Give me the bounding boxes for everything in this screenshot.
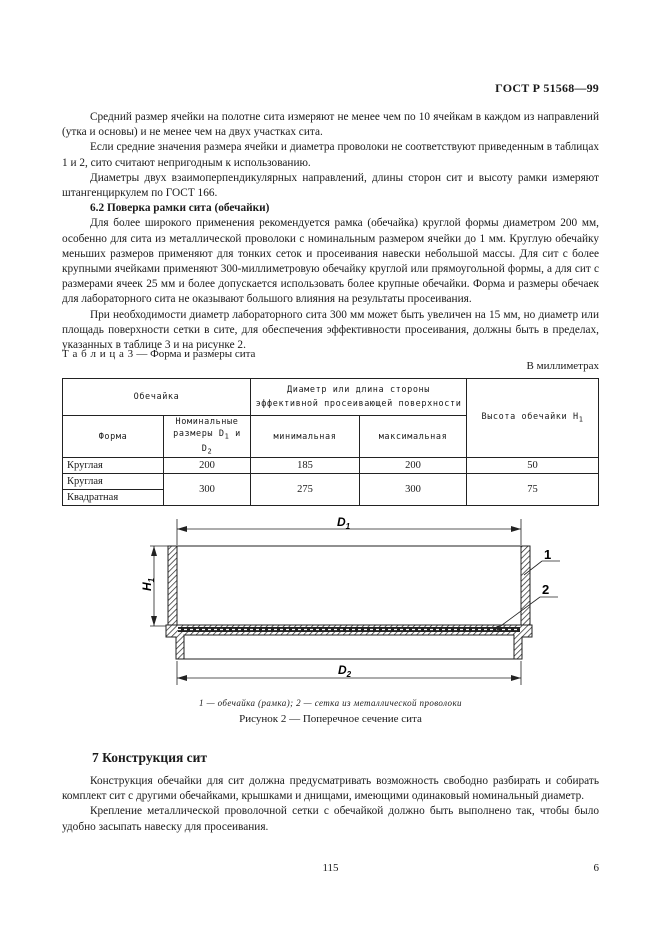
page-number-center: 115 [322, 862, 339, 874]
header-max: максимальная [360, 416, 467, 458]
intro-paragraph-3: Диаметры двух взаимоперпендикулярных направлений, длины сторон сит и высоту рамки измеряют штангенциркулем по ГОСТ 166. [62, 171, 599, 200]
figure-legend: 1 — обечайка (рамка); 2 — сетка из металлической проволоки [199, 698, 462, 708]
d2-arrow-left [177, 675, 187, 681]
document-code: ГОСТ Р 51568—99 [495, 81, 599, 95]
table-caption-title: — Форма и размеры сита [133, 348, 256, 360]
page-number-right: 6 [593, 862, 599, 874]
header-nominal-sub1: 1 [224, 432, 230, 441]
d2-arrow-right [511, 675, 521, 681]
header-shell: Обечайка [63, 379, 251, 416]
table-caption [62, 348, 255, 360]
sieve-cross-section-figure [140, 515, 580, 690]
header-height-text: Высота обечайки H [481, 412, 579, 423]
callout-2: 2 [542, 582, 550, 597]
figure-caption: Рисунок 2 — Поперечное сечение сита [239, 713, 422, 725]
h1-label: $H_1$ [140, 577, 156, 591]
cell-nominal: 300 [164, 474, 251, 506]
header-form: Форма [63, 416, 164, 458]
callout-1: 1 [544, 547, 552, 562]
d1-label: $D_1$ [337, 515, 351, 531]
header-nominal-text: Номинальные размеры D [173, 417, 239, 439]
table-caption-prefix: Т а б л и ц а 3 [62, 348, 134, 360]
table-row [63, 474, 599, 490]
cell-height: 50 [467, 458, 599, 474]
intro-paragraph-2: Если средние значения размера ячейки и диаметра проволоки не соответствуют приведенным в таблицах 1 и 2, сито считают непригодным к использованию. [62, 141, 599, 169]
cell-max: 200 [360, 458, 467, 474]
frame-wall-left [168, 546, 177, 629]
cell-form: Квадратная [63, 490, 164, 506]
d1-arrow-right [511, 526, 521, 532]
cell-height: 75 [467, 474, 599, 506]
section-6-2-title: 6.2 Поверка рамки сита (обечайки) [90, 202, 270, 215]
header-nominal [164, 416, 251, 458]
intro-text [62, 110, 599, 353]
cell-nominal: 200 [164, 458, 251, 474]
header-nominal-sub2: 2 [207, 447, 213, 456]
header-diameter: Диаметр или длина стороны эффективной просеивающей поверхности [251, 379, 467, 416]
callout-dot-2 [496, 626, 500, 630]
cell-max: 300 [360, 474, 467, 506]
table-row [63, 458, 599, 474]
section-7-paragraph-2: Крепление металлической проволочной сетки с обечайкой должно быть выполнено так, чтобы было удобно засыпать навеску для просеивания. [62, 805, 599, 833]
header-height [467, 379, 599, 458]
section-6-2-paragraph-1: Для более широкого применения рекомендуется рамка (обечайка) круглой формы диаметром 200 мм, особенно для сита из металлической проволоки с номинальным размером ячейки до 1 мм. Круглую обечайку меньших размеров применяют для тонких сеток и просеивания навески небольшой массы. Для сит с более крупными ячейками применяют 300-миллиметровую обечайку круглой или прямоугольной формы, а для сит с размерами ячеек 25 мм и более допускается использовать более крупные обечайки. Форма и размеры обечаек для лабораторного сита не оказывают большого влияния на результаты просеивания. [62, 217, 599, 306]
h1-arrow-top [151, 546, 157, 556]
cell-form: Круглая [63, 458, 164, 474]
d2-label: $D_2$ [338, 663, 352, 679]
cell-form: Круглая [63, 474, 164, 490]
table-3 [62, 378, 599, 506]
section-7-title: 7 Конструкция сит [92, 750, 208, 765]
intro-paragraph-1: Средний размер ячейки на полотне сита измеряют не менее чем по 10 ячейкам в каждом из направлений (утка и основы) и не менее чем на двух участках сита. [62, 111, 599, 139]
header-height-sub: 1 [578, 416, 584, 425]
section-7-paragraph-1: Конструкция обечайки для сит должна предусматривать возможность свободно разбирать и собирать комплект сит с другими обечайками, крышками и днищами, имеющими одинаковый номинальный диаметр. [62, 775, 599, 803]
header-nominal-mid: и D [201, 429, 241, 454]
section-7-text [62, 774, 599, 835]
header-min: минимальная [251, 416, 360, 458]
d1-arrow-left [177, 526, 187, 532]
callout-line-2 [498, 597, 540, 628]
section-6-2-paragraph-2: При необходимости диаметр лабораторного сита 300 мм может быть увеличен на 15 мм, но диаметр или площадь поверхности сетки в сите, для обеспечения эффективности просеивания, должны быть в пределах, указанных в таблице 3 и на рисунке 2. [62, 308, 599, 352]
cell-min: 275 [251, 474, 360, 506]
h1-arrow-bottom [151, 616, 157, 626]
cell-min: 185 [251, 458, 360, 474]
table-units: В миллиметрах [526, 360, 599, 372]
frame-wall-right [521, 546, 530, 629]
